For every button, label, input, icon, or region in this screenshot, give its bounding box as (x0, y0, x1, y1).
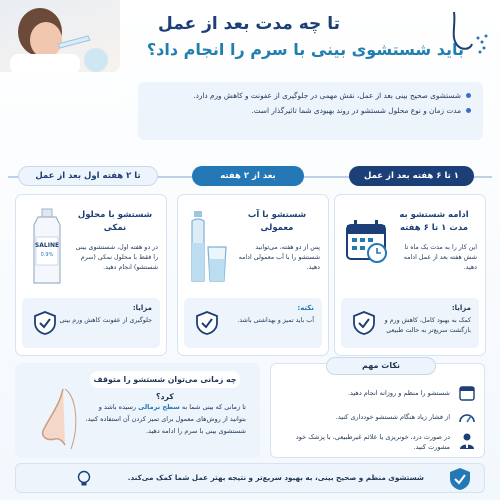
card-note (184, 298, 322, 348)
benefits-title: مزایا: (132, 304, 152, 312)
card-plain-water (177, 194, 329, 356)
doctor-icon (458, 432, 476, 450)
stop-heading: چه زمانی می‌توان شستشو را متوقف کرد؟ (90, 371, 240, 388)
title-line-2: باید شستشوی بینی با سرم را انجام داد؟ (146, 40, 464, 59)
when-to-stop-box (15, 363, 260, 458)
shield-check-icon (32, 310, 58, 336)
note-title: نکته: (297, 304, 314, 312)
intro-line-1: شستشوی صحیح بینی بعد از عمل، نقش مهمی در جلوگیری از عفونت و کاهش ورم دارد. (150, 88, 471, 103)
benefits-text: کمک به بهبود کامل، کاهش ورم و بازگشت سریع‌تر به حالت طبیعی (384, 317, 471, 334)
calendar-icon (458, 384, 476, 402)
card-description: پس از دو هفته، می‌توانید شستشو را با آب معمولی ادامه دهید. (238, 244, 320, 271)
woman-rinsing-nose-photo (0, 0, 120, 72)
important-tips-box (270, 363, 485, 458)
saline-bottle-icon (26, 207, 68, 287)
card-description: در دو هفته اول، شستشوی بینی را فقط با محلول نمکی (سرم شستشو) انجام دهید. (75, 244, 158, 271)
shield-check-icon (448, 467, 472, 491)
tip-item: شستشو را منظم و روزانه انجام دهید. (347, 389, 450, 397)
phase-chip-first-2-weeks: تا ۲ هفته اول بعد از عمل (18, 166, 158, 186)
intro-box (138, 82, 483, 140)
footer-text: شستشوی منظم و صحیح بینی، به بهبود سریع‌تر و نتیجه بهتر عمل شما کمک می‌کند. (127, 473, 424, 482)
lightbulb-icon (76, 470, 92, 488)
bottle-label: SALINE (34, 242, 60, 249)
intro-line-2: مدت زمان و نوع محلول شستشو در روند بهبودی شما تاثیرگذار است. (150, 103, 471, 118)
header (0, 0, 500, 75)
stop-text-before: تا زمانی که بینی شما به (179, 403, 246, 411)
calendar-icon (345, 207, 387, 287)
bottle-sub-label: 0.9% (40, 252, 54, 258)
card-title: شستشو با محلول نمکی (77, 210, 153, 233)
nose-profile-icon (25, 387, 81, 451)
benefits-text: جلوگیری از عفونت کاهش ورم بینی (59, 317, 152, 324)
stop-text (81, 401, 246, 437)
benefits-title: مزایا: (451, 304, 471, 312)
shield-check-icon (351, 310, 377, 336)
card-title: شستشو با آب معمولی (247, 210, 307, 233)
gauge-icon (458, 408, 476, 426)
card-benefits (341, 298, 479, 348)
stop-text-highlight: سطح نرمالی (138, 403, 180, 411)
card-continue-rinse (334, 194, 486, 356)
card-saline-solution (15, 194, 167, 356)
shield-check-icon (194, 310, 220, 336)
title-line-1: تا چه مدت بعد از عمل (158, 14, 340, 34)
card-description: این کار را به مدت یک ماه تا شش هفته بعد از عمل ادامه دهید. (403, 244, 477, 271)
footer-banner (15, 463, 485, 493)
water-bottle-and-glass-icon (188, 207, 230, 287)
tip-item: از فشار زیاد هنگام شستشو خودداری کنید. (335, 413, 450, 421)
nose-spray-icon (442, 8, 490, 66)
card-title: ادامه شستشو به مدت ۱ تا ۶ هفته (399, 210, 469, 233)
stop-text-after: رسیده باشد و بتوانید از روش‌های معمول برای تمیز کردن آن استفاده کنید، شستشوی بینی با سرم را ادامه دهید. (85, 403, 246, 435)
card-benefits (22, 298, 160, 348)
note-text: آب باید تمیز و بهداشتی باشد. (237, 317, 314, 324)
phase-chip-after-2-weeks: بعد از ۲ هفته (192, 166, 304, 186)
tip-item: در صورت درد، خونریزی یا علائم غیرطبیعی، با پزشک خود مشورت کنید. (295, 433, 450, 451)
tips-heading: نکات مهم (326, 357, 436, 375)
timeline (0, 166, 500, 188)
phase-chip-1-to-6-weeks: ۱ تا ۶ هفته بعد از عمل (349, 166, 474, 186)
